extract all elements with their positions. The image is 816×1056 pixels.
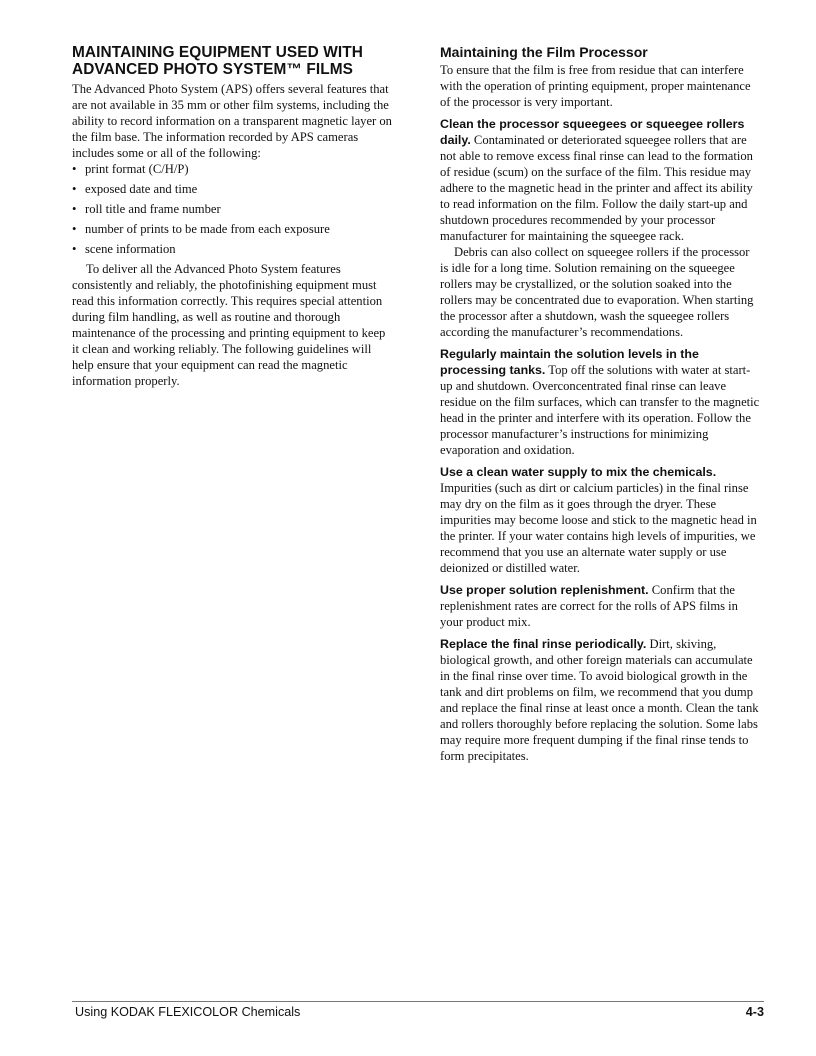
guideline-squeegees bbox=[440, 116, 760, 244]
bullet-icon: • bbox=[72, 242, 77, 256]
guideline-text: Dirt, skiving, biological growth, and other foreign materials can accumulate in the final rinse over time. To avoid biological growth in the tank and dirt problems on film, we recommend that you dump and replace the final rinse at least once a month. Clean the tank and rollers thoroughly before replacing the solution. Some labs may require more frequent dumping if the final rinse tends to form precipitates. bbox=[440, 637, 759, 763]
guideline-text: Contaminated or deteriorated squeegee rollers that are not able to remove excess final rinse can lead to the formation of residue (scum) on the surface of the film. This residue may adhere to the magnetic head in the printer and affect its ability to read information on the film. Follow the daily start-up and shutdown procedures recommended by your processor manufacturer for maintaining the squeegee rack. bbox=[440, 133, 753, 243]
run-in-heading: Regularly maintain the solution levels in the processing tanks. bbox=[440, 347, 699, 377]
guideline-text: Confirm that the replenishment rates are correct for the rolls of APS films in your product mix. bbox=[440, 583, 738, 629]
guideline-text: Top off the solutions with water at start-up and shutdown. Overconcentrated final rinse can leave residue on the film surfaces, which can transfer to the magnetic head in the printer and interfere with its operation. Follow the processor manufacturer’s instructions for minimizing evaporation and oxidation. bbox=[440, 363, 760, 457]
guideline-text: Impurities (such as dirt or calcium particles) in the final rinse may dry on the film as it goes through the dryer. These impurities may become loose and stick to the magnetic head in the printer. If your water contains high levels of impurities, we recommend that you use an alternate water supply or use deionized or distilled water. bbox=[440, 481, 757, 575]
footer-title: Using KODAK FLEXICOLOR Chemicals bbox=[75, 1005, 301, 1019]
guideline-clean-water bbox=[440, 464, 760, 576]
intro-paragraph: The Advanced Photo System (APS) offers several features that are not available in 35 mm or other film systems, including the ability to record information on a transparent magnetic layer on the film base. The information recorded by APS cameras includes some or all of the following: bbox=[72, 82, 392, 160]
bullet-icon: • bbox=[72, 202, 77, 216]
bullet-icon: • bbox=[72, 222, 77, 236]
guideline-final-rinse bbox=[440, 636, 760, 764]
list-item: • print format (C/H/P) bbox=[72, 162, 189, 176]
processor-intro: To ensure that the film is free from residue that can interfere with the operation of printing equipment, proper maintenance of the processor is very important. bbox=[440, 63, 751, 109]
left-column bbox=[72, 44, 392, 389]
feature-list bbox=[72, 161, 392, 257]
right-column bbox=[440, 44, 760, 764]
section-title bbox=[72, 44, 392, 78]
section-title-line-2: ADVANCED PHOTO SYSTEM™ FILMS bbox=[72, 61, 353, 78]
list-item: • scene information bbox=[72, 242, 176, 256]
bullet-icon: • bbox=[72, 162, 77, 176]
guideline-replenishment bbox=[440, 582, 760, 630]
run-in-heading: Clean the processor squeegees or squeegee rollers daily. bbox=[440, 117, 745, 147]
list-item: • number of prints to be made from each exposure bbox=[72, 222, 330, 236]
body-paragraph: To deliver all the Advanced Photo System features consistently and reliably, the photofinishing equipment must read this information correctly. This requires special attention during film handling, as well as routine and thorough maintenance of the processing and printing equipment to keep it clean and working reliably. The following guidelines will help ensure that your equipment can read the magnetic information properly. bbox=[72, 262, 386, 388]
page-number: 4-3 bbox=[745, 1005, 764, 1019]
run-in-heading: Use a clean water supply to mix the chemicals. bbox=[440, 465, 717, 479]
section-title-line-1: MAINTAINING EQUIPMENT USED WITH bbox=[72, 44, 363, 61]
bullet-icon: • bbox=[72, 182, 77, 196]
list-item: • exposed date and time bbox=[72, 182, 198, 196]
run-in-heading: Replace the final rinse periodically. bbox=[440, 637, 647, 651]
subsection-heading: Maintaining the Film Processor bbox=[440, 44, 648, 60]
guideline-solution-levels bbox=[440, 346, 760, 458]
list-item: • roll title and frame number bbox=[72, 202, 221, 216]
guideline-continuation: Debris can also collect on squeegee rollers if the processor is idle for a long time. Solution remaining on the squeegee rollers may be crystallized, or the solution soaked into the rollers may be concentrated due to evaporation. When starting the processor after a shutdown, wash the squeegee rollers according the manufacturer’s recommendations. bbox=[440, 245, 754, 339]
footer-divider bbox=[72, 1001, 764, 1002]
run-in-heading: Use proper solution replenishment. bbox=[440, 583, 649, 597]
